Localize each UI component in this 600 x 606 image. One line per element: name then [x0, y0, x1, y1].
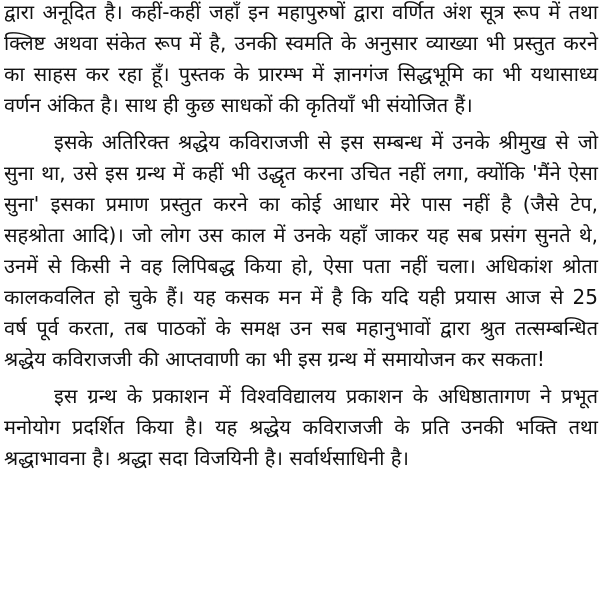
text-line: वर्ष पूर्व करता, तब पाठकों के समक्ष उन सब महानुभावों द्वारा श्रुत तत्सम्बन्धित: [4, 316, 598, 340]
paragraph-3: [4, 381, 598, 474]
text-line: सुना था, उसे इस ग्रन्थ में कहीं भी उद्धृत करना उचित नहीं लगा, क्योंकि 'मैंने ऐसा: [4, 161, 598, 185]
text-line: कालकवलित हो चुके हैं। यह कसक मन में है कि यदि यही प्रयास आज से 25: [4, 285, 598, 309]
text-line: इस ग्रन्थ के प्रकाशन में विश्वविद्यालय प्रकाशन के अधिष्ठातागण ने प्रभूत: [54, 384, 598, 408]
paragraph-1: [4, 0, 598, 121]
text-line: श्रद्धेय कविराजजी की आप्तवाणी का भी इस ग्रन्थ में समायोजन कर सकता!: [4, 347, 545, 371]
text-line: वर्णन अंकित है। साथ ही कुछ साधकों की कृतियाँ भी संयोजित हैं।: [4, 93, 473, 117]
text-line: मनोयोग प्रदर्शित किया है। यह श्रद्धेय कविराजजी के प्रति उनकी भक्ति तथा: [4, 415, 598, 439]
text-line: उनमें से किसी ने वह लिपिबद्ध किया हो, ऐसा पता नहीं चला। अधिकांश श्रोता: [4, 254, 598, 278]
text-line: इसके अतिरिक्त श्रद्धेय कविराजजी से इस सम्बन्ध में उनके श्रीमुख से जो: [54, 130, 598, 154]
paragraph-2: [4, 127, 598, 375]
text-line: क्लिष्ट अथवा संकेत रूप में है, उनकी स्वमति के अनुसार व्याख्या भी प्रस्तुत करने: [4, 31, 598, 55]
text-line: सुना' इसका प्रमाण प्रस्तुत करने का कोई आधार मेरे पास नहीं है (जैसे टेप,: [4, 192, 598, 216]
text-line: का साहस कर रहा हूँ। पुस्तक के प्रारम्भ में ज्ञानगंज सिद्धभूमि का भी यथासाध्य: [4, 62, 598, 86]
text-line: द्वारा अनूदित है। कहीं-कहीं जहाँ इन महापुरुषों द्वारा वर्णित अंश सूत्र रूप में तथा: [4, 0, 598, 24]
text-line: सहश्रोता आदि)। जो लोग उस काल में उनके यहाँ जाकर यह सब प्रसंग सुनते थे,: [4, 223, 598, 247]
text-line: श्रद्धाभावना है। श्रद्धा सदा विजयिनी है। सर्वार्थसाधिनी है।: [4, 446, 409, 470]
